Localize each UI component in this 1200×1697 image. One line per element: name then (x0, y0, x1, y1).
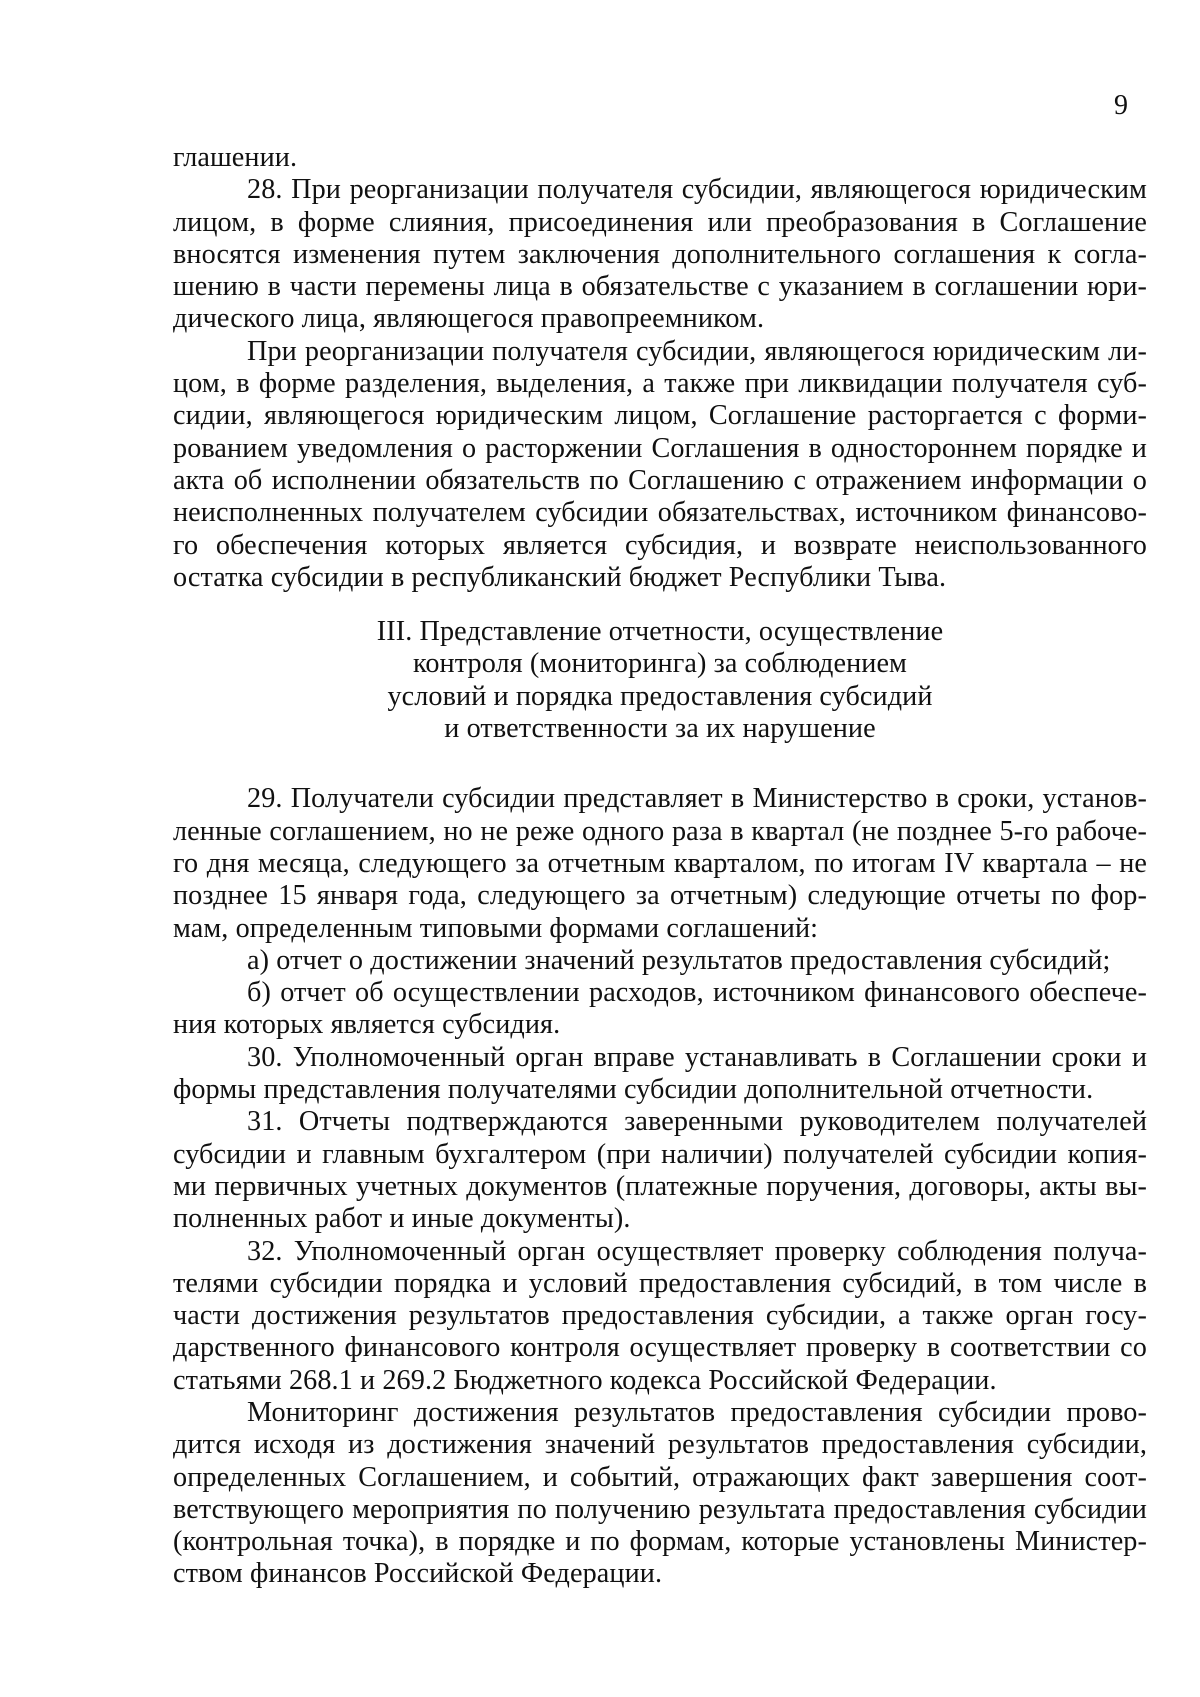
text-line: вносятся изменения путем заключения дополнительного соглашения к согла- (173, 238, 1147, 270)
paragraph-31 (173, 1106, 1147, 1235)
text-line: формы представления получателями субсидии дополнительной отчетности. (173, 1074, 1094, 1106)
text-line: сидии, являющегося юридическим лицом, Соглашение расторгается с форми- (173, 400, 1147, 432)
heading-line: условий и порядка предоставления субсидий (387, 680, 933, 712)
paragraph-32 (173, 1236, 1147, 1397)
text-line: го дня месяца, следующего за отчетным кварталом, по итогам IV квартала – не (173, 847, 1147, 879)
text-line: б) отчет об осуществлении расходов, источником финансового обеспече- (247, 977, 1147, 1009)
heading-line: и ответственности за их нарушение (444, 713, 876, 745)
text-line: а) отчет о достижении значений результатов предоставления субсидий; (247, 944, 1111, 976)
text-line: мам, определенным типовыми формами соглашений: (173, 912, 819, 944)
text-line: ветствующего мероприятия по получению результата предоставления субсидии (173, 1493, 1147, 1525)
text-line: ством финансов Российской Федерации. (173, 1558, 663, 1590)
text-line: части достижения результатов предоставления субсидии, а также орган госу- (173, 1300, 1147, 1332)
text-line: цом, в форме разделения, выделения, а также при ликвидации получателя суб- (173, 368, 1147, 400)
text-line: 31. Отчеты подтверждаются заверенными руководителем получателей (247, 1106, 1147, 1138)
text-line: глашении. (173, 142, 298, 173)
section-heading (173, 616, 1147, 745)
text-line: дарственного финансового контроля осуществляет проверку в соответствии со (173, 1332, 1147, 1364)
text-line: При реорганизации получателя субсидии, являющегося юридическим ли- (247, 335, 1147, 367)
text-line: 32. Уполномоченный орган осуществляет проверку соблюдения получа- (247, 1235, 1147, 1267)
text-line: дического лица, являющегося правопреемником. (173, 303, 765, 335)
text-line: субсидии и главным бухгалтером (при наличии) получателей субсидии копия- (173, 1138, 1147, 1170)
text-line: рованием уведомления о расторжении Соглашения в одностороннем порядке и (173, 432, 1147, 464)
heading-line: III. Представление отчетности, осуществление (376, 616, 944, 648)
text-line: Мониторинг достижения результатов предоставления субсидии прово- (247, 1396, 1147, 1428)
text-line: неисполненных получателем субсидии обязательствах, источником финансово- (173, 497, 1147, 529)
text-line: определенных Соглашением, и событий, отражающих факт завершения соот- (173, 1461, 1147, 1493)
text-line: телями субсидии порядка и условий предоставления субсидий, в том числе в (173, 1267, 1147, 1299)
text-line: лицом, в форме слияния, присоединения или преобразования в Соглашение (173, 206, 1147, 238)
text-line: дится исходя из достижения значений результатов предоставления субсидии, (173, 1429, 1147, 1461)
paragraph-28 (173, 174, 1147, 335)
text-line: остатка субсидии в республиканский бюджет Республики Тыва. (173, 561, 947, 593)
text-line: позднее 15 января года, следующего за отчетным) следующие отчеты по фор- (173, 880, 1147, 912)
paragraph-29-a (173, 945, 1147, 977)
page-number: 9 (1114, 90, 1128, 121)
text-line: ленные соглашением, но не реже одного раза в квартал (не позднее 5-го рабоче- (173, 815, 1147, 847)
text-line: ния которых является субсидия. (173, 1009, 561, 1041)
text-line: акта об исполнении обязательств по Соглашению с отражением информации о (173, 464, 1147, 496)
text-line: (контрольная точка), в порядке и по формам, которые установлены Министер- (173, 1526, 1147, 1558)
text-line: ми первичных учетных документов (платежные поручения, договоры, акты вы- (173, 1170, 1147, 1202)
text-line: го обеспечения которых является субсидия, и возврате неиспользованного (173, 529, 1147, 561)
paragraph-monitoring (173, 1397, 1147, 1591)
heading-line: контроля (мониторинга) за соблюдением (413, 648, 907, 680)
text-line: статьями 268.1 и 269.2 Бюджетного кодекса Российской Федерации. (173, 1364, 997, 1396)
text-line: полненных работ и иные документы). (173, 1203, 631, 1235)
text-line: шению в части перемены лица в обязательстве с указанием в соглашении юри- (173, 271, 1147, 303)
paragraph-30 (173, 1042, 1147, 1107)
text-line: 28. При реорганизации получателя субсидии, являющегося юридическим (247, 174, 1147, 206)
document-body (173, 142, 1147, 1591)
paragraph-29 (173, 783, 1147, 944)
paragraph-29-b (173, 977, 1147, 1042)
paragraph-continuation (173, 142, 1147, 174)
text-line: 30. Уполномоченный орган вправе устанавливать в Соглашении сроки и (247, 1041, 1147, 1073)
paragraph-28-reorganization (173, 336, 1147, 594)
text-line: 29. Получатели субсидии представляет в Министерство в сроки, установ- (247, 783, 1147, 815)
